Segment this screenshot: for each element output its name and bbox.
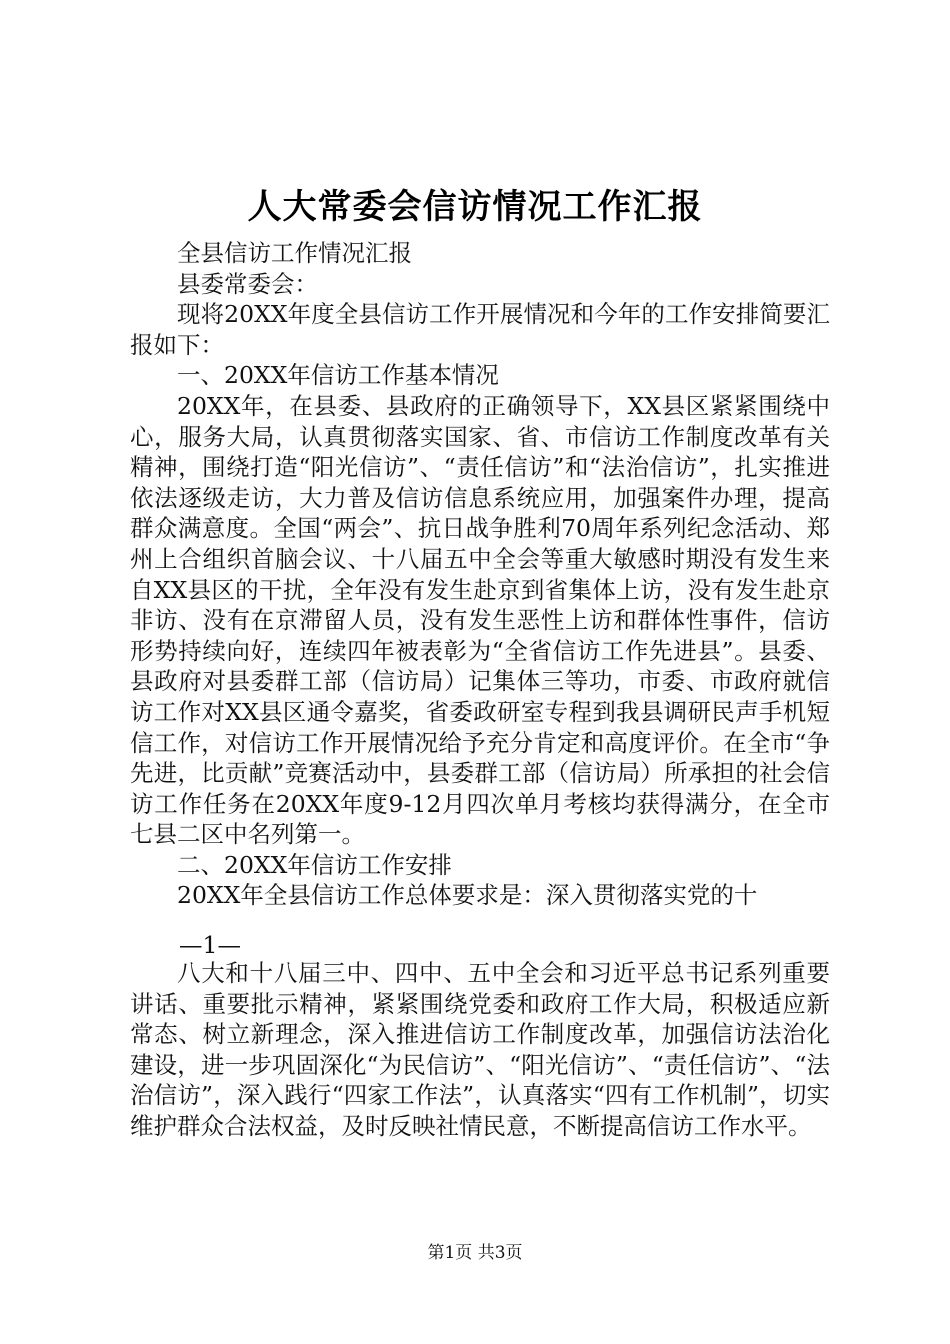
section-heading-2: 二、20XX年信访工作安排 — [177, 850, 452, 879]
page-footer: 第1页 共3页 — [427, 1243, 523, 1263]
section-1-paragraph: 20XX年，在县委、县政府的正确领导下，XX县区紧紧围绕中心，服务大局，认真贯彻落实国家、省、市信访工作制度改革有关精神，围绕打造“阳光信访”、“责任信访”和“法治信访”，扎实推进依法逐级走访，大力普及信访信息系统应用，加强案件办理，提高群众满意度。全国“两会”、抗日战争胜利70周年系列纪念活动、郑州上合组织首脑会议、十八届五中全会等重大敏感时期没有发生来自XX县区的干扰，全年没有发生赴京到省集体上访，没有发生赴京非访、没有在京滞留人员，没有发生恶性上访和群体性事件，信访形势持续向好，连续四年被表彰为“全省信访工作先进县”。县委、县政府对县委群工部（信访局）记集体三等功，市委、市政府就信访工作对XX县区通令嘉奖，省委政研室专程到我县调研民声手机短信工作，对信访工作开展情况给予充分肯定和高度评价。在全市“争先进，比贡献”竞赛活动中，县委群工部（信访局）所承担的社会信访工作任务在20XX年度9-12月四次单月考核均获得满分，在全市七县二区中名列第一。 — [130, 391, 830, 849]
document-body — [130, 238, 830, 911]
intro-paragraph: 现将20XX年度全县信访工作开展情况和今年的工作安排简要汇报如下： — [130, 300, 830, 359]
salutation: 县委常委会： — [177, 269, 318, 298]
section-heading-1: 一、20XX年信访工作基本情况 — [177, 361, 499, 390]
section-2-paragraph-continued: 八大和十八届三中、四中、五中全会和习近平总书记系列重要讲话、重要批示精神，紧紧围绕党委和政府工作大局，积极适应新常态、树立新理念，深入推进信访工作制度改革，加强信访法治化建设，进一步巩固深化“为民信访”、“阳光信访”、“责任信访”、“法治信访”，深入践行“四家工作法”，认真落实“四有工作机制”，切实维护群众合法权益，及时反映社情民意，不断提高信访工作水平。 — [130, 959, 830, 1140]
document-body-continued — [130, 958, 830, 1142]
document-title: 人大常委会信访情况工作汇报 — [247, 187, 703, 227]
section-2-paragraph-start: 20XX年全县信访工作总体要求是：深入贯彻落实党的十 — [177, 881, 758, 910]
report-heading: 全县信访工作情况汇报 — [177, 239, 412, 267]
page-number-marker: —1— — [179, 931, 241, 959]
